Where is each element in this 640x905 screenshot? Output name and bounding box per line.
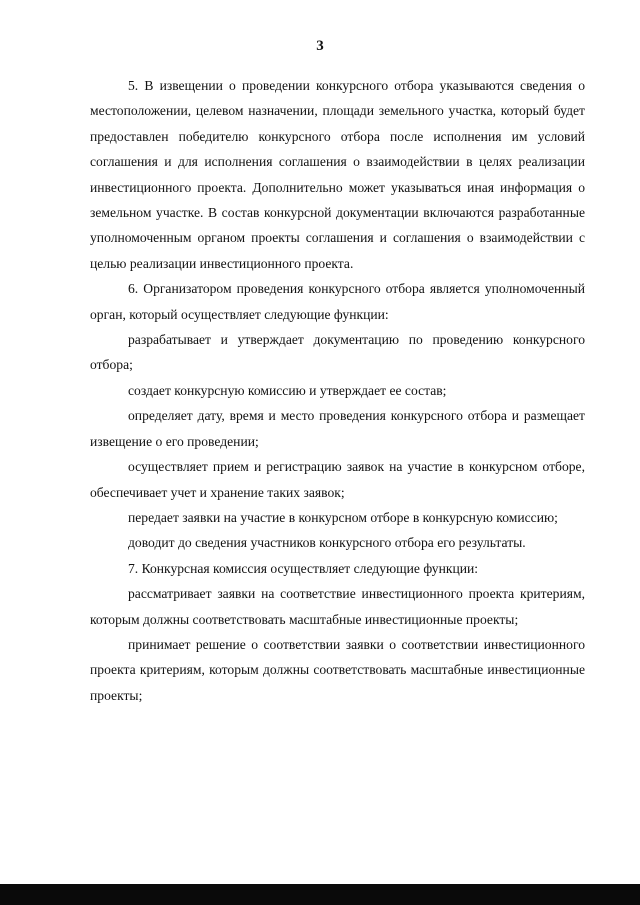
page-number: 3: [316, 38, 324, 54]
paragraph-5: 5. В извещении о проведении конкурсного отбора указываются сведения о местоположении, целевом назначении, площади земельного участка, который будет предоставлен победителю конкурсного отбора после исполнения им условий соглашения и для исполнения соглашения о взаимодействии в целях реализации инвестиционного проекта. Дополнительно может указываться иная информация о земельном участке. В состав конкурсной документации включаются разработанные уполномоченным органом проекты соглашения и соглашения о взаимодействии с целью реализации инвестиционного проекта.: [90, 78, 585, 271]
function-develop-documentation: разрабатывает и утверждает документацию по проведению конкурсного отбора;: [90, 332, 585, 373]
commission-function-review: рассматривает заявки на соответствие инвестиционного проекта критериям, которым должны соответствовать масштабные инвестиционные проекты;: [90, 586, 585, 627]
scan-bottom-border: [0, 884, 640, 905]
commission-function-decide: принимает решение о соответствии заявки о соответствии инвестиционного проекта критериям, которым должны соответствовать масштабные инвестиционные проекты;: [90, 636, 585, 703]
function-announce-results: доводит до сведения участников конкурсного отбора его результаты.: [128, 535, 526, 551]
document-body: [90, 73, 585, 708]
function-set-date: определяет дату, время и место проведения конкурсного отбора и размещает извещение о его проведении;: [90, 408, 585, 449]
function-receive-applications: осуществляет прием и регистрацию заявок на участие в конкурсном отборе, обеспечивает учет и хранение таких заявок;: [90, 459, 585, 500]
function-create-commission: создает конкурсную комиссию и утверждает ее состав;: [128, 382, 447, 398]
paragraph-6: 6. Организатором проведения конкурсного отбора является уполномоченный орган, который осуществляет следующие функции:: [90, 281, 585, 322]
paragraph-7: 7. Конкурсная комиссия осуществляет следующие функции:: [128, 560, 479, 576]
function-transfer-applications: передает заявки на участие в конкурсном отборе в конкурсную комиссию;: [128, 509, 558, 525]
